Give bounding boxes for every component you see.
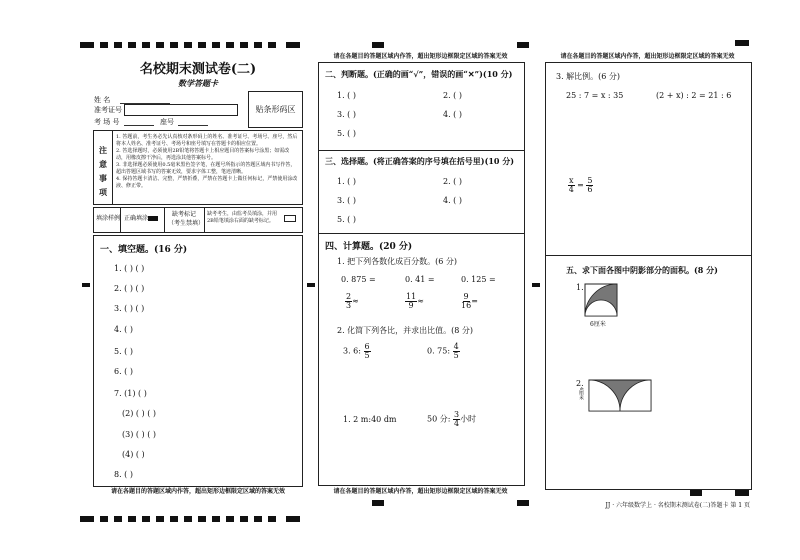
s4-q1-item-2[interactable]: 0. 41 = xyxy=(405,275,435,284)
seat-field[interactable] xyxy=(178,125,208,126)
seat-label: 座号 xyxy=(160,118,174,126)
timing-mark xyxy=(198,42,206,48)
s1-item-7-1[interactable]: 7. (1) ( ) xyxy=(114,389,147,398)
timing-mark xyxy=(240,42,248,48)
s1-item-6[interactable]: 6. ( ) xyxy=(114,367,133,376)
timing-mark xyxy=(372,500,384,506)
timing-mark xyxy=(184,42,192,48)
timing-mark xyxy=(80,42,94,48)
s3-item-5[interactable]: 5. ( ) xyxy=(337,215,356,224)
footer-notice-mid: 请在各题目的答题区域内作答，超出矩形边框限定区域的答案无效 xyxy=(333,488,508,495)
s1-item-5[interactable]: 5. ( ) xyxy=(114,347,133,356)
s4-q1-item-1[interactable]: 0. 875 = xyxy=(341,275,376,284)
timing-mark xyxy=(240,516,248,522)
s1-item-1[interactable]: 1. ( ) ( ) xyxy=(114,264,145,273)
note-1: 1. 答题前，考生务必先认真核对条形码上的姓名、准考证号、考场号、座号，然后将本人姓名、准考证号、考场号和座号填写在答题卡的相应位置。 xyxy=(116,134,298,147)
s4-q2-item-1[interactable]: 3. 6: $\frac{6}{5}$ xyxy=(343,342,370,360)
s1-item-2[interactable]: 2. ( ) ( ) xyxy=(114,284,145,293)
timing-mark xyxy=(254,516,262,522)
s2-item-3[interactable]: 3. ( ) xyxy=(337,110,356,119)
timing-mark xyxy=(268,516,276,522)
s2-item-4[interactable]: 4. ( ) xyxy=(443,110,462,119)
timing-mark xyxy=(128,516,136,522)
timing-mark xyxy=(307,283,315,287)
s3-item-2[interactable]: 2. ( ) xyxy=(443,177,462,186)
card-title: 名校期末测试卷(二) xyxy=(139,62,257,77)
exam-no-field[interactable] xyxy=(124,104,238,116)
note-3: 3. 非选择题必须使用0.5毫米黑色签字笔，在题号所指示的答题区域内书写作答，超出答题区域书写的答案无效，要求字体工整，笔迹清晰。 xyxy=(116,162,296,175)
solve-title: 3. 解比例。(6 分) xyxy=(556,72,621,81)
s4-q2-item-3[interactable]: 1. 2 m:40 dm xyxy=(343,415,397,424)
s1-item-7-3[interactable]: (3) ( ) ( ) xyxy=(122,430,156,439)
s4-q1-item-3[interactable]: 0. 125 = xyxy=(461,275,496,284)
fill-correct-sample xyxy=(148,216,158,221)
section3-title: 三、选择题。(将正确答案的序号填在括号里)(10 分) xyxy=(325,156,515,166)
timing-mark xyxy=(517,42,529,48)
note-2: 2. 答选择题时，必须使用2B铅笔将答题卡上相应题目的答案标号涂黑；如需改动，用橡皮擦干净后，再选涂其他答案标号。 xyxy=(116,148,290,161)
solve-eq-3[interactable]: $\frac{x}{4}$ = $\frac{5}{6}$ xyxy=(568,176,593,194)
fig1-label: 1. xyxy=(576,283,584,292)
s2-item-2[interactable]: 2. ( ) xyxy=(443,91,462,100)
absent-label: 缺考标记 xyxy=(172,211,197,218)
s3-item-3[interactable]: 3. ( ) xyxy=(337,196,356,205)
section1-title: 一、填空题。(16 分) xyxy=(100,245,188,255)
s4-q2-item-4[interactable]: 50 分: $\frac{3}{4}$ 小时 xyxy=(427,410,477,428)
s4-q1-frac-1[interactable]: $\frac{2}{3}$ ≈ xyxy=(346,292,359,310)
s1-item-3[interactable]: 3. ( ) ( ) xyxy=(114,304,145,313)
s2-item-5[interactable]: 5. ( ) xyxy=(337,129,356,138)
timing-mark xyxy=(254,42,262,48)
fill-correct-label: 正确填涂 xyxy=(124,215,149,222)
timing-mark xyxy=(735,40,749,46)
fig2-dimension: 4厘米 xyxy=(578,387,584,401)
shaded-figure-1 xyxy=(584,283,618,317)
timing-mark xyxy=(735,490,749,496)
header-notice-mid: 请在各题目的答题区域内作答，超出矩形边框限定区域的答案无效 xyxy=(333,53,508,60)
barcode-label: 贴条形码区 xyxy=(255,105,296,114)
s4-q2: 2. 化简下列各比，并求出比值。(8 分) xyxy=(337,326,474,335)
shaded-figure-2 xyxy=(588,379,652,413)
page-info: JJ · 六年级数学上 · 名校期末测试卷(二)答题卡 第 1 页 xyxy=(605,502,750,509)
timing-mark xyxy=(184,516,192,522)
timing-mark xyxy=(212,42,220,48)
section2-title: 二、判断题。(正确的画“√”，错误的画“✕”)(10 分) xyxy=(325,69,513,79)
timing-mark xyxy=(156,516,164,522)
timing-mark xyxy=(100,42,108,48)
timing-mark xyxy=(532,283,540,287)
divider xyxy=(319,150,524,151)
timing-mark xyxy=(226,516,234,522)
timing-mark xyxy=(372,42,384,48)
header-notice-right: 请在各题目的答题区域内作答，超出矩形边框限定区域的答案无效 xyxy=(560,53,735,60)
timing-mark xyxy=(286,516,300,522)
exam-no-label: 准考证号 xyxy=(94,106,122,114)
s1-item-7-2[interactable]: (2) ( ) ( ) xyxy=(122,409,156,418)
notes-box xyxy=(93,130,303,205)
divider xyxy=(319,233,524,234)
panel-middle xyxy=(318,62,525,486)
notes-title: 注 意 事 项 xyxy=(94,131,113,204)
fig2-label: 2. xyxy=(576,379,584,388)
timing-mark xyxy=(212,516,220,522)
solve-eq-1[interactable]: 25 : 7 = x : 35 xyxy=(566,91,624,100)
s2-item-1[interactable]: 1. ( ) xyxy=(337,91,356,100)
section5-title: 五、求下面各图中阴影部分的面积。(8 分) xyxy=(566,265,718,275)
section4-title: 四、计算题。(20 分) xyxy=(325,242,413,252)
timing-mark xyxy=(114,516,122,522)
timing-mark xyxy=(226,42,234,48)
section1-box xyxy=(93,235,303,487)
s1-item-8[interactable]: 8. ( ) xyxy=(114,470,133,479)
timing-mark xyxy=(142,516,150,522)
timing-mark xyxy=(82,283,90,287)
room-label: 考 场 号 xyxy=(94,118,120,126)
timing-mark xyxy=(170,42,178,48)
note-4: 4. 保持答题卡清洁、完整，严禁折叠，严禁在答题卡上做任何标记，严禁使用涂改液、修正带。 xyxy=(116,176,298,189)
footer-notice-left: 请在各题目的答题区域内作答，超出矩形边框限定区域的答案无效 xyxy=(110,488,285,495)
name-label: 姓 名 xyxy=(94,96,111,104)
timing-mark xyxy=(268,42,276,48)
absent-desc: 缺考考生，由监考员填涂，并用2B铅笔填涂右面的缺考标记。 xyxy=(207,211,278,224)
room-field[interactable] xyxy=(124,125,154,126)
panel-right xyxy=(545,62,752,490)
notes-text xyxy=(116,134,298,190)
timing-mark xyxy=(517,500,529,506)
timing-mark xyxy=(286,42,300,48)
timing-mark xyxy=(156,42,164,48)
s3-item-1[interactable]: 1. ( ) xyxy=(337,177,356,186)
timing-mark xyxy=(100,516,108,522)
s4-q2-item-2[interactable]: 0. 75: $\frac{4}{5}$ xyxy=(427,342,459,360)
divider xyxy=(546,255,751,256)
absent-note: （考生禁填） xyxy=(168,220,205,227)
timing-mark xyxy=(114,42,122,48)
timing-mark xyxy=(80,516,94,522)
s1-item-4[interactable]: 4. ( ) xyxy=(114,325,133,334)
fig1-dimension: 6厘米 xyxy=(590,321,606,328)
timing-mark xyxy=(690,490,702,496)
s1-item-7-4[interactable]: (4) ( ) xyxy=(122,450,145,459)
s4-q1-frac-2[interactable]: $\frac{11}{9}$ ≈ xyxy=(406,292,424,310)
solve-eq-2[interactable]: (2 + x) : 2 = 21 : 6 xyxy=(656,91,732,100)
timing-mark xyxy=(170,516,178,522)
s3-item-4[interactable]: 4. ( ) xyxy=(443,196,462,205)
fill-example-box xyxy=(93,207,303,233)
barcode-area xyxy=(248,91,303,128)
s4-q1: 1. 把下列各数化成百分数。(6 分) xyxy=(337,257,458,266)
timing-mark xyxy=(142,42,150,48)
card-subtitle: 数学答题卡 xyxy=(178,78,218,88)
fill-example-label: 填涂样例 xyxy=(96,215,121,222)
s4-q1-frac-3[interactable]: $\frac{9}{16}$ = xyxy=(461,292,478,310)
absent-mark-box[interactable] xyxy=(284,215,296,222)
timing-mark xyxy=(198,516,206,522)
timing-mark xyxy=(128,42,136,48)
